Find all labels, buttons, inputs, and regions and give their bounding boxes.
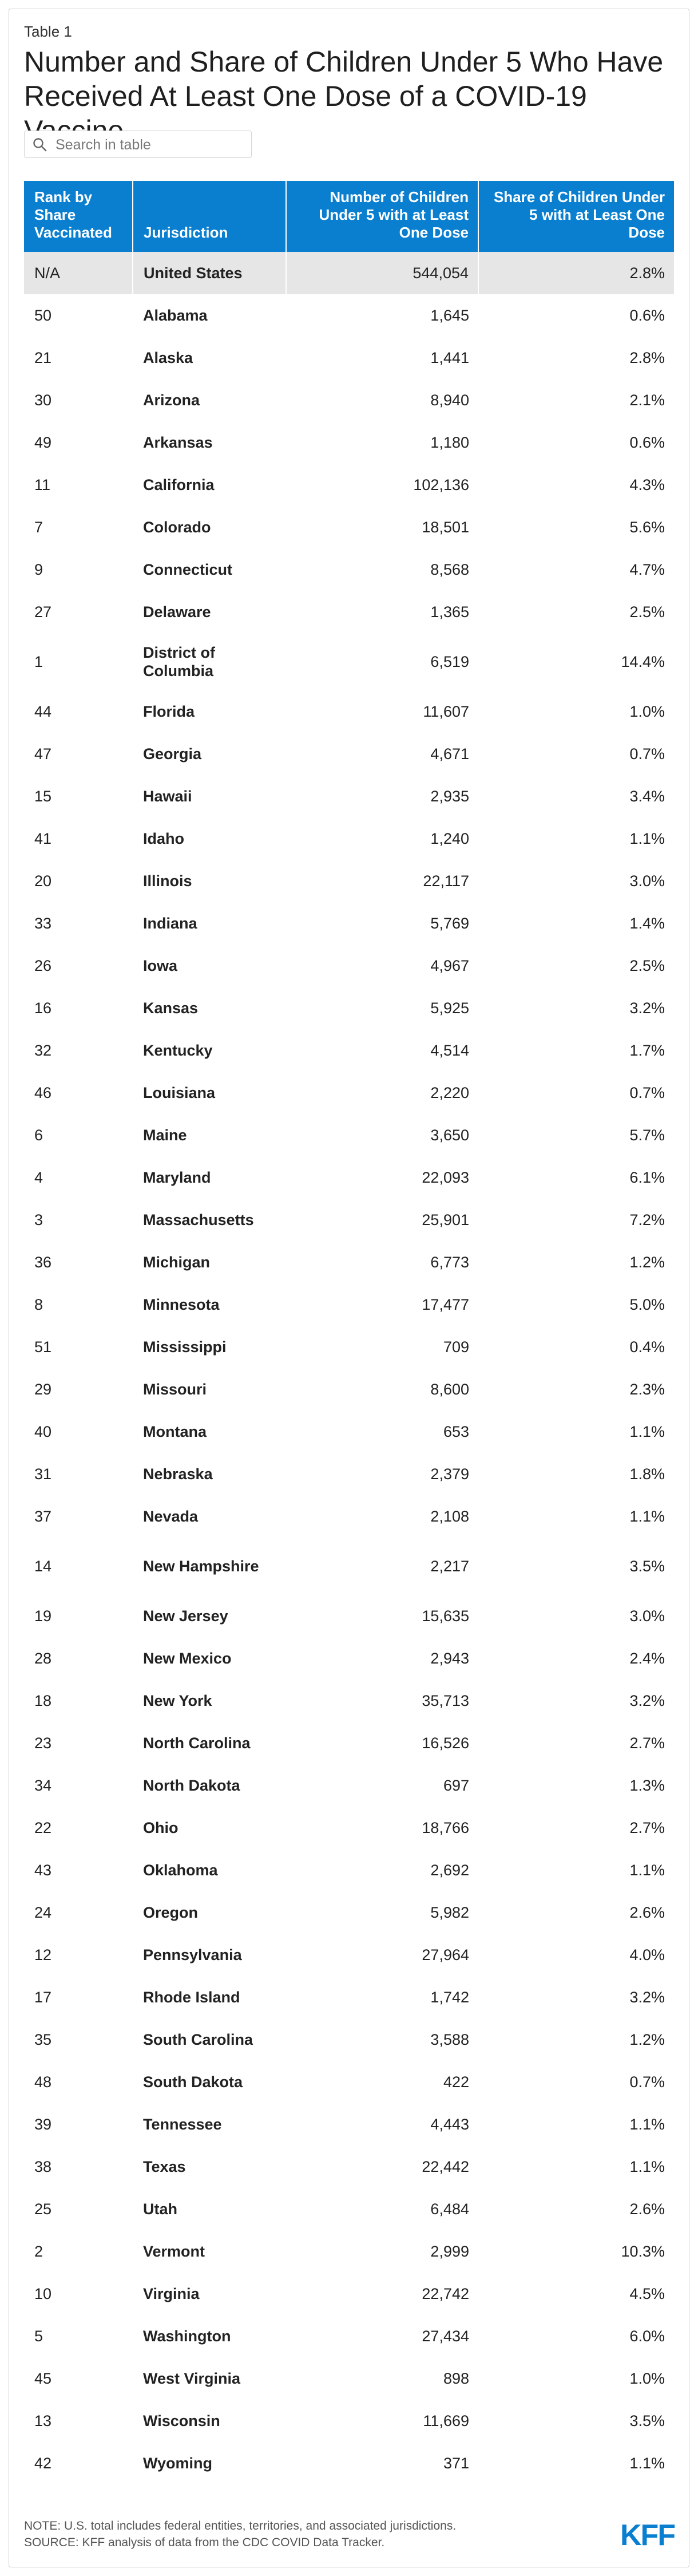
table-row	[24, 1368, 674, 1411]
table-row	[24, 690, 674, 733]
cell-share: 3.2%	[629, 1692, 665, 1709]
cell-number: 2,999	[430, 2243, 469, 2260]
cell-jurisdiction: Utah	[143, 2200, 177, 2218]
cell-rank: 9	[34, 561, 43, 578]
cell-share: 3.5%	[629, 1558, 665, 1575]
table-row	[24, 2273, 674, 2315]
cell-share: 0.4%	[629, 1338, 665, 1356]
cell-jurisdiction: Massachusetts	[143, 1211, 254, 1228]
cell-jurisdiction: Ohio	[143, 1819, 179, 1836]
column-header-rank[interactable]: Rank by Share Vaccinated	[24, 181, 133, 252]
cell-jurisdiction: Colorado	[143, 519, 211, 536]
cell-rank: 27	[34, 603, 52, 621]
cell-jurisdiction: Louisiana	[143, 1084, 216, 1101]
cell-jurisdiction: Maine	[143, 1127, 187, 1144]
cell-share: 4.3%	[629, 476, 665, 493]
cell-number: 22,093	[422, 1169, 469, 1186]
cell-jurisdiction: California	[143, 476, 215, 493]
cell-share: 1.0%	[629, 703, 665, 720]
cell-number: 4,514	[430, 1042, 469, 1059]
table-row-total	[24, 252, 674, 294]
table-row	[24, 464, 674, 506]
table-row	[24, 591, 674, 633]
cell-share: 5.0%	[629, 1296, 665, 1313]
table-row	[24, 1934, 674, 1976]
cell-number: 18,766	[422, 1819, 469, 1836]
table-row	[24, 987, 674, 1029]
cell-rank: 28	[34, 1650, 52, 1667]
cell-rank: 20	[34, 872, 52, 890]
cell-number: 2,943	[430, 1650, 469, 1667]
cell-number: 5,769	[430, 915, 469, 932]
cell-number: 17,477	[422, 1296, 469, 1313]
cell-share: 3.0%	[629, 872, 665, 890]
cell-rank: 5	[34, 2328, 43, 2345]
cell-jurisdiction: South Dakota	[143, 2073, 243, 2091]
column-header-jurisdiction[interactable]: Jurisdiction	[133, 181, 286, 252]
cell-rank: 1	[34, 653, 43, 670]
cell-jurisdiction: Tennessee	[143, 2116, 222, 2133]
cell-jurisdiction: Kentucky	[143, 1042, 213, 1059]
cell-number: 422	[443, 2073, 469, 2091]
cell-rank: 36	[34, 1254, 52, 1271]
cell-jurisdiction: New Jersey	[143, 1607, 228, 1625]
table-row	[24, 817, 674, 860]
cell-rank: 39	[34, 2116, 52, 2133]
cell-number: 25,901	[422, 1211, 469, 1228]
cell-share: 3.2%	[629, 999, 665, 1017]
table-row	[24, 548, 674, 591]
cell-share: 1.1%	[629, 2455, 665, 2472]
table-row	[24, 2103, 674, 2146]
table-row	[24, 1637, 674, 1680]
table-row	[24, 902, 674, 945]
table-row	[24, 2357, 674, 2400]
table-row	[24, 1283, 674, 1326]
cell-share: 0.6%	[629, 307, 665, 324]
cell-jurisdiction: Vermont	[143, 2243, 205, 2260]
cell-share: 2.5%	[629, 957, 665, 974]
cell-number: 1,441	[430, 349, 469, 366]
cell-rank: 24	[34, 1904, 52, 1921]
table-row	[24, 1595, 674, 1637]
footnote-source: SOURCE: KFF analysis of data from the CDC COVID Data Tracker.	[24, 2536, 385, 2549]
cell-jurisdiction: Kansas	[143, 999, 199, 1017]
table-row	[24, 1241, 674, 1283]
table-row	[24, 1807, 674, 1849]
cell-jurisdiction: Rhode Island	[143, 1989, 240, 2006]
cell-rank: 34	[34, 1777, 52, 1794]
cell-share: 2.3%	[629, 1381, 665, 1398]
cell-rank: 16	[34, 999, 52, 1017]
table-kicker: Table 1	[24, 23, 72, 40]
cell-rank: 49	[34, 434, 52, 451]
cell-rank: 11	[34, 476, 51, 493]
table-row	[24, 775, 674, 817]
cell-number: 2,108	[430, 1508, 469, 1525]
cell-share: 14.4%	[621, 653, 665, 670]
cell-number: 2,220	[430, 1084, 469, 1101]
cell-rank: 13	[34, 2412, 52, 2429]
cell-jurisdiction: Alaska	[143, 349, 193, 366]
table-row	[24, 1156, 674, 1199]
table-row	[24, 633, 674, 690]
cell-rank: 7	[34, 519, 43, 536]
cell-jurisdiction: Arizona	[143, 392, 200, 409]
cell-number: 8,600	[430, 1381, 469, 1398]
cell-jurisdiction: Alabama	[143, 307, 208, 324]
table-row	[24, 860, 674, 902]
cell-share: 2.7%	[629, 1819, 665, 1836]
cell-rank: 37	[34, 1508, 52, 1525]
cell-rank: 51	[34, 1338, 52, 1356]
cell-jurisdiction: Michigan	[143, 1254, 211, 1271]
data-table	[24, 181, 674, 2484]
kff-logo	[620, 2519, 677, 2549]
cell-share: 4.5%	[629, 2285, 665, 2302]
cell-rank: 42	[34, 2455, 52, 2472]
cell-share: 4.7%	[629, 561, 665, 578]
cell-jurisdiction: North Carolina	[143, 1735, 251, 1752]
cell-rank: 41	[34, 830, 52, 847]
cell-rank: 21	[34, 349, 52, 366]
cell-rank: 25	[34, 2200, 52, 2218]
cell-share: 5.6%	[629, 519, 665, 536]
cell-share: 3.4%	[629, 788, 665, 805]
cell-number: 3,588	[430, 2031, 469, 2048]
table-row	[24, 1538, 674, 1595]
table-row	[24, 2188, 674, 2230]
cell-rank: 46	[34, 1084, 52, 1101]
cell-number: 27,964	[422, 1946, 469, 1963]
cell-jurisdiction: Georgia	[143, 745, 202, 762]
cell-number: 5,925	[430, 999, 469, 1017]
cell-share: 2.4%	[629, 1650, 665, 1667]
table-row	[24, 1411, 674, 1453]
table-row	[24, 1199, 674, 1241]
table-row	[24, 2442, 674, 2484]
cell-share: 1.8%	[629, 1465, 665, 1483]
cell-jurisdiction: Nebraska	[143, 1465, 213, 1483]
cell-number: 27,434	[422, 2328, 469, 2345]
cell-number: 709	[443, 1338, 469, 1356]
cell-share: 6.0%	[629, 2328, 665, 2345]
table-row	[24, 1722, 674, 1764]
cell-rank: 12	[34, 1946, 52, 1963]
cell-share: 2.6%	[629, 2200, 665, 2218]
cell-jurisdiction: Wyoming	[143, 2455, 212, 2472]
cell-number: 6,484	[430, 2200, 469, 2218]
cell-share: 1.4%	[629, 915, 665, 932]
cell-rank: 26	[34, 957, 52, 974]
cell-number: 4,671	[430, 745, 469, 762]
table-row	[24, 1495, 674, 1538]
cell-number: 6,773	[430, 1254, 469, 1271]
cell-number: 102,136	[413, 476, 469, 493]
table-row	[24, 733, 674, 775]
cell-number: 544,054	[286, 252, 478, 294]
cell-share: 2.7%	[629, 1735, 665, 1752]
cell-rank: 8	[34, 1296, 43, 1313]
cell-rank: 22	[34, 1819, 52, 1836]
cell-jurisdiction: Iowa	[143, 957, 178, 974]
cell-number: 1,365	[430, 603, 469, 621]
cell-number: 5,982	[430, 1904, 469, 1921]
cell-rank: 19	[34, 1607, 52, 1625]
cell-jurisdiction: Oregon	[143, 1904, 199, 1921]
table-row	[24, 1072, 674, 1114]
table-row	[24, 1976, 674, 2018]
table-row	[24, 421, 674, 464]
cell-share: 1.1%	[629, 2158, 665, 2175]
column-header-number[interactable]: Number of Children Under 5 with at Least One Dose	[286, 181, 478, 252]
cell-rank: 14	[34, 1558, 52, 1575]
cell-jurisdiction: Oklahoma	[143, 1862, 218, 1879]
cell-jurisdiction: Missouri	[143, 1381, 207, 1398]
cell-jurisdiction: Illinois	[143, 872, 192, 890]
table-row	[24, 2400, 674, 2442]
cell-jurisdiction: Florida	[143, 703, 195, 720]
page-title: Number and Share of Children Under 5 Who Have Received At Least One Dose of a COVID-19	[24, 46, 664, 112]
table-header-row	[24, 181, 674, 252]
cell-rank: 43	[34, 1862, 52, 1879]
table-row	[24, 2230, 674, 2273]
cell-jurisdiction: New York	[143, 1692, 212, 1709]
cell-rank: 6	[34, 1127, 43, 1144]
table-row	[24, 1891, 674, 1934]
cell-number: 1,645	[430, 307, 469, 324]
cell-share: 3.0%	[629, 1607, 665, 1625]
table-row	[24, 2146, 674, 2188]
cell-share: 1.1%	[629, 1862, 665, 1879]
cell-share: 3.5%	[629, 2412, 665, 2429]
table-row	[24, 379, 674, 421]
cell-rank: 40	[34, 1423, 52, 1440]
cell-jurisdiction: Idaho	[143, 830, 184, 847]
cell-number: 2,935	[430, 788, 469, 805]
cell-number: 11,669	[423, 2412, 469, 2429]
cell-jurisdiction: Washington	[143, 2328, 231, 2345]
cell-jurisdiction: South Carolina	[143, 2031, 253, 2048]
cell-jurisdiction: District of Columbia	[143, 644, 216, 679]
cell-jurisdiction: Hawaii	[143, 788, 192, 805]
search-input[interactable]	[54, 135, 245, 155]
cell-share: 6.1%	[629, 1169, 665, 1186]
cell-share: 1.7%	[629, 1042, 665, 1059]
cell-number: 653	[443, 1423, 469, 1440]
cell-rank: 15	[34, 788, 52, 805]
cell-share: 2.1%	[629, 392, 665, 409]
footnote-note: NOTE: U.S. total includes federal entities, territories, and associated jurisdictions.	[24, 2519, 457, 2532]
cell-jurisdiction: North Dakota	[143, 1777, 240, 1794]
table-row	[24, 1680, 674, 1722]
cell-jurisdiction: New Mexico	[143, 1650, 232, 1667]
search-icon	[33, 137, 47, 152]
cell-rank: 10	[34, 2285, 52, 2302]
cell-number: 371	[443, 2455, 469, 2472]
table-row	[24, 506, 674, 548]
cell-share: 1.1%	[629, 1423, 665, 1440]
cell-number: 22,117	[423, 872, 469, 890]
cell-number: 697	[443, 1777, 469, 1794]
cell-number: 11,607	[423, 703, 469, 720]
cell-share: 2.6%	[629, 1904, 665, 1921]
table-row	[24, 2315, 674, 2357]
cell-jurisdiction: Connecticut	[143, 561, 233, 578]
cell-rank: 38	[34, 2158, 52, 2175]
cell-jurisdiction: Delaware	[143, 603, 211, 621]
table-row	[24, 1114, 674, 1156]
cell-share: 1.0%	[629, 2370, 665, 2387]
cell-share: 3.2%	[629, 1989, 665, 2006]
cell-share: 1.1%	[629, 1508, 665, 1525]
cell-share: 4.0%	[629, 1946, 665, 1963]
cell-jurisdiction: Pennsylvania	[143, 1946, 242, 1963]
table-row	[24, 2061, 674, 2103]
cell-rank: 32	[34, 1042, 52, 1059]
cell-number: 8,940	[430, 392, 469, 409]
cell-share: 0.7%	[629, 1084, 665, 1101]
cell-share: 2.8%	[629, 349, 665, 366]
cell-number: 2,217	[430, 1558, 469, 1575]
cell-rank: 2	[34, 2243, 43, 2260]
cell-number: 2,379	[430, 1465, 469, 1483]
table-row	[24, 1764, 674, 1807]
cell-jurisdiction: Indiana	[143, 915, 197, 932]
cell-share: 0.7%	[629, 745, 665, 762]
cell-rank: 23	[34, 1735, 52, 1752]
cell-share: 1.1%	[629, 2116, 665, 2133]
cell-share: 1.1%	[629, 830, 665, 847]
table-row	[24, 1849, 674, 1891]
cell-rank: N/A	[24, 252, 133, 294]
cell-jurisdiction: Wisconsin	[143, 2412, 220, 2429]
cell-jurisdiction: Texas	[143, 2158, 186, 2175]
cell-share: 2.8%	[478, 252, 674, 294]
cell-share: 0.7%	[629, 2073, 665, 2091]
table-row	[24, 1326, 674, 1368]
cell-jurisdiction: Montana	[143, 1423, 207, 1440]
cell-rank: 45	[34, 2370, 52, 2387]
column-header-share[interactable]: Share of Children Under 5 with at Least One Dose	[478, 181, 674, 252]
cell-rank: 29	[34, 1381, 52, 1398]
cell-rank: 18	[34, 1692, 52, 1709]
cell-jurisdiction: West Virginia	[143, 2370, 241, 2387]
cell-jurisdiction: Virginia	[143, 2285, 200, 2302]
cell-number: 4,967	[430, 957, 469, 974]
cell-jurisdiction: Nevada	[143, 1508, 199, 1525]
cell-number: 4,443	[430, 2116, 469, 2133]
cell-jurisdiction: New Hampshire	[143, 1558, 259, 1575]
cell-share: 7.2%	[629, 1211, 665, 1228]
cell-share: 1.3%	[629, 1777, 665, 1794]
cell-rank: 48	[34, 2073, 52, 2091]
search-box[interactable]	[24, 131, 252, 158]
cell-share: 10.3%	[621, 2243, 665, 2260]
cell-share: 2.5%	[629, 603, 665, 621]
cell-rank: 4	[34, 1169, 43, 1186]
kff-logo-text: KFF	[620, 2519, 675, 2549]
table-body	[24, 252, 674, 2484]
cell-rank: 17	[34, 1989, 52, 2006]
cell-jurisdiction: Maryland	[143, 1169, 211, 1186]
cell-rank: 3	[34, 1211, 43, 1228]
cell-jurisdiction: United States	[133, 252, 286, 294]
cell-number: 22,742	[422, 2285, 469, 2302]
table-row	[24, 2018, 674, 2061]
cell-rank: 50	[34, 307, 52, 324]
cell-number: 18,501	[422, 519, 469, 536]
cell-share: 5.7%	[629, 1127, 665, 1144]
cell-rank: 31	[34, 1465, 52, 1483]
table-row	[24, 294, 674, 337]
cell-share: 0.6%	[629, 434, 665, 451]
cell-number: 16,526	[422, 1735, 469, 1752]
cell-rank: 30	[34, 392, 52, 409]
cell-rank: 47	[34, 745, 52, 762]
cell-number: 1,240	[430, 830, 469, 847]
cell-jurisdiction: Mississippi	[143, 1338, 227, 1356]
cell-rank: 33	[34, 915, 52, 932]
cell-number: 3,650	[430, 1127, 469, 1144]
cell-share: 1.2%	[629, 2031, 665, 2048]
cell-jurisdiction: Minnesota	[143, 1296, 220, 1313]
cell-rank: 44	[34, 703, 52, 720]
cell-rank: 35	[34, 2031, 52, 2048]
cell-number: 1,742	[430, 1989, 469, 2006]
cell-number: 8,568	[430, 561, 469, 578]
cell-number: 1,180	[430, 434, 469, 451]
cell-jurisdiction: Arkansas	[143, 434, 213, 451]
cell-number: 35,713	[422, 1692, 469, 1709]
cell-number: 2,692	[430, 1862, 469, 1879]
cell-share: 1.2%	[629, 1254, 665, 1271]
cell-number: 6,519	[430, 653, 469, 670]
table-row	[24, 1453, 674, 1495]
footnote	[24, 2518, 456, 2551]
cell-number: 15,635	[422, 1607, 469, 1625]
cell-number: 898	[443, 2370, 469, 2387]
table-row	[24, 337, 674, 379]
table-row	[24, 945, 674, 987]
table-row	[24, 1029, 674, 1072]
cell-number: 22,442	[422, 2158, 469, 2175]
